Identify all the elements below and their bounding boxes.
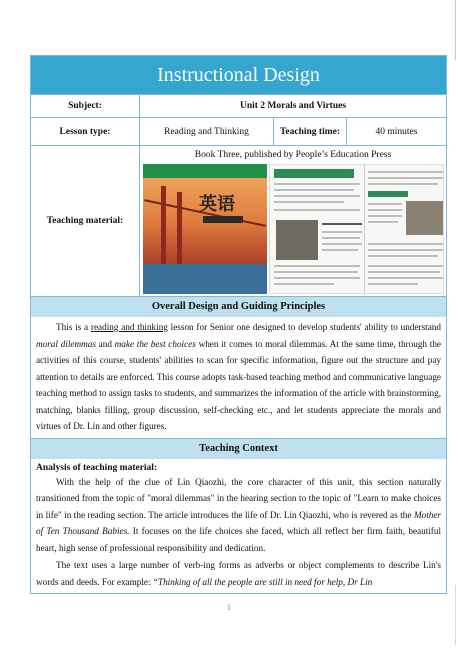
- text-line: [368, 177, 444, 179]
- cover-subtitle-bar: [203, 216, 243, 223]
- text-line: [322, 243, 362, 245]
- teaching-context-heading: Teaching Context: [31, 438, 446, 459]
- text-line: [274, 277, 360, 279]
- page-number: 1: [227, 603, 231, 612]
- lesson-row: [31, 117, 446, 145]
- analysis-heading: Analysis of teaching material:: [36, 462, 158, 473]
- analysis-paragraph-2: The text uses a large number of verb-ing forms as adverbs or object complements to describe Lin's words and deeds. For example: “Thinking of all the people are still in need for help, Dr Lin: [36, 560, 441, 587]
- text-line: [322, 237, 360, 239]
- text-line: [274, 195, 360, 197]
- subject-label: Subject:: [68, 101, 102, 111]
- cover-band: [143, 164, 267, 178]
- text-line: [368, 203, 402, 205]
- text-line: [274, 183, 360, 185]
- text-line: [368, 243, 444, 245]
- page-edge-mark: [455, 585, 456, 645]
- section-label-bar: [368, 191, 408, 197]
- subject-value: Unit 2 Morals and Virtues: [139, 95, 446, 117]
- page-header-bar: [274, 169, 354, 178]
- text-line: [274, 271, 358, 273]
- teaching-time-label: Teaching time:: [273, 118, 346, 145]
- text-line: [368, 277, 444, 279]
- text-line: [368, 255, 438, 257]
- text-line: [368, 183, 438, 185]
- text-line: [368, 215, 402, 217]
- text-line: [274, 201, 344, 203]
- text-line: [274, 209, 360, 211]
- text-line: [368, 171, 444, 173]
- page-edge-mark: [455, 0, 456, 60]
- lesson-type-label: Lesson type:: [59, 126, 111, 137]
- water: [143, 264, 267, 294]
- material-caption: Book Three, published by People’s Education Press: [194, 150, 392, 160]
- text-line: [274, 265, 360, 267]
- text-line: [322, 231, 362, 233]
- teaching-time-value: 40 minutes: [346, 118, 446, 145]
- lesson-type-value: Reading and Thinking: [139, 118, 273, 145]
- text-line: [368, 249, 444, 251]
- text-line: [322, 249, 358, 251]
- overall-design-heading: Overall Design and Guiding Principles: [31, 296, 446, 317]
- text-line: [368, 221, 398, 223]
- text-line: [368, 283, 418, 285]
- teaching-material-cell: [139, 146, 446, 296]
- textbook-images: [140, 164, 446, 296]
- text-line: [368, 271, 440, 273]
- text-line: [368, 265, 444, 267]
- text-line: [274, 283, 334, 285]
- textbook-page-image: [269, 164, 444, 294]
- text-line: [274, 189, 354, 191]
- instructional-design-table: [30, 55, 447, 594]
- doctor-photo: [276, 220, 318, 260]
- overall-design-paragraph: This is a reading and thinking lesson for Senior one designed to develop students' ability to understand moral dilemmas and make the best choices when it comes to moral dilemmas. At the same time, through the activities of this course, students' abilities to scan for specific information, figure out the structure and pay attention to details are enforced. This course adopts task-based teaching method and communicative language teaching method to assign tasks to students, and summarizes the information of the article with brainstorming, matching, blanks filling, group discussion, self-checking etc., and let students appreciate the morals and virtues of Dr. Lin and other figures.: [36, 322, 441, 431]
- analysis-paragraph-1: With the help of the clue of Lin Qiaozhi, the core character of this unit, this section naturally transitioned from the topic of "moral dilemmas" in the hearing section to the topic of "Learn to make choices in life" in the reading section. The article introduces the life of Dr. Lin Qiaozhi, who is revered as the Mother of Ten Thousand Babies. It focuses on the life choices she faced, which all reflect her firm faith, beautiful heart, high sense of professional responsibility and dedication.: [36, 476, 442, 553]
- page-gutter: [364, 165, 365, 294]
- teaching-material-label: Teaching material:: [46, 216, 124, 226]
- text-line: [368, 209, 402, 211]
- document-title: Instructional Design: [31, 56, 446, 94]
- photo-image: [406, 201, 444, 235]
- cover-title: 英语: [199, 194, 235, 215]
- material-row: [31, 145, 446, 296]
- reading-thinking-link: reading and thinking: [90, 322, 168, 332]
- textbook-cover-image: [143, 164, 267, 294]
- article-title-line: [322, 223, 362, 225]
- subject-row: [31, 94, 446, 117]
